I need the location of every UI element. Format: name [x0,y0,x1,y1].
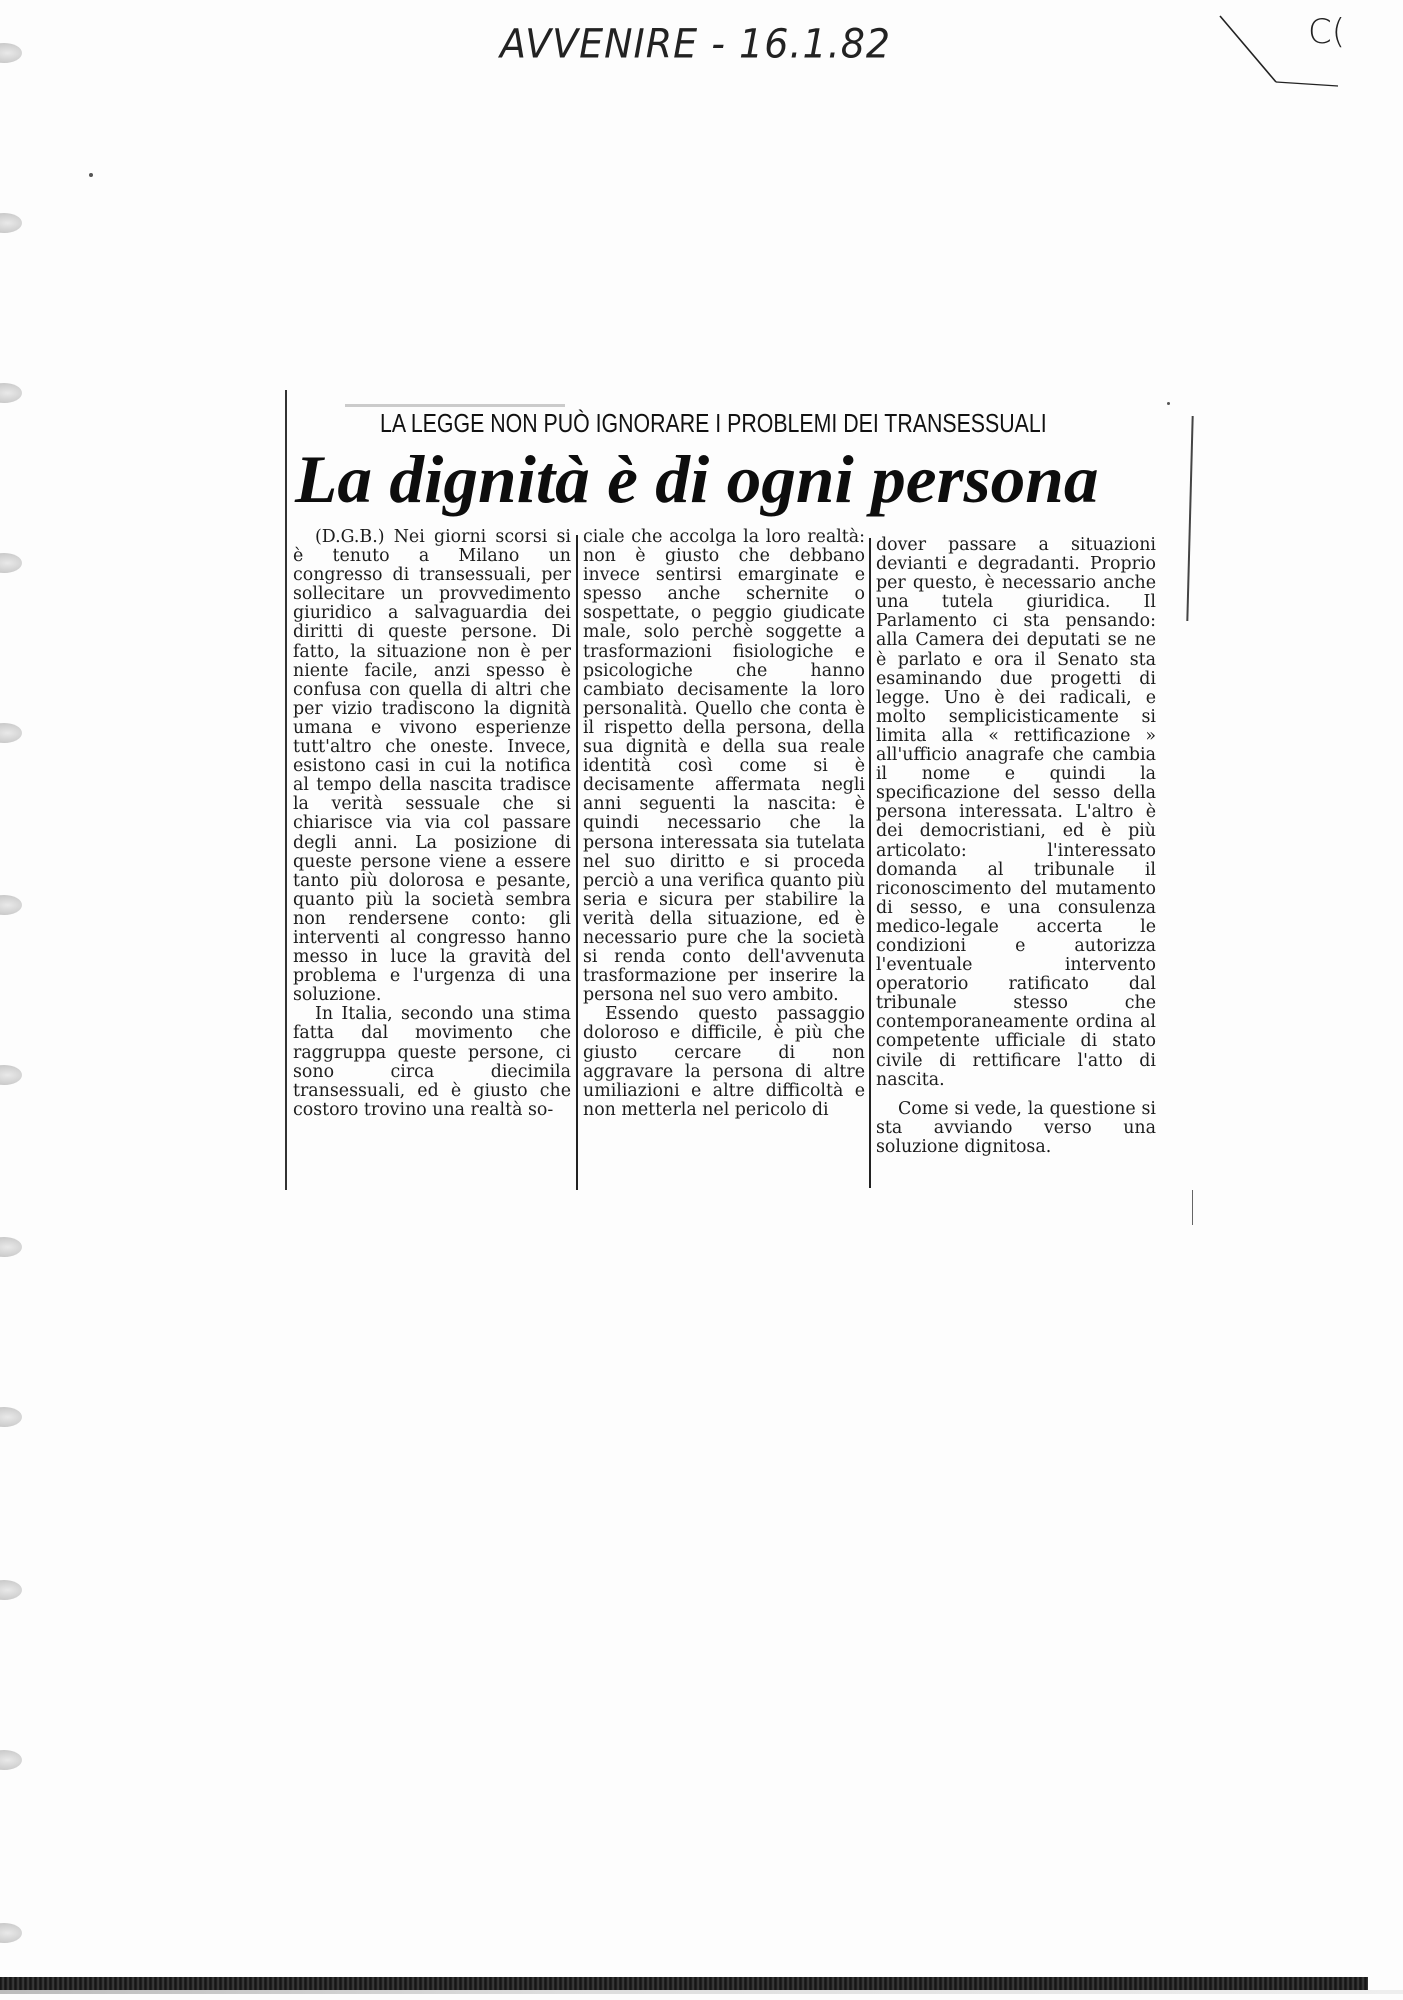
paragraph: dover passare a situazioni devianti e degradanti. Proprio per questo, è necessario anche una tutela giuridica. Il Parlamento ci sta pensando: alla Camera dei deputati se ne è parlato e ora il Senato sta esaminando due progetti di legge. Uno è dei radicali, e molto semplicisticamente si limita alla « rettificazione » all'ufficio anagrafe che cambia il nome e quindi la specificazione del sesso della persona interessata. L'altro è dei democristiani, ed è più articolato: l'interessato domanda al tribunale il riconoscimento del mutamento di sesso, e una consulenza medico-legale accerta le condizioni e autorizza l'eventuale intervento operatorio ratificato dal tribunale stesso che contemporaneamente ordina al competente ufficiale di stato civile di rettificare l'atto di nascita. [876,535,1156,1090]
article-column-3 [876,536,1156,1157]
binder-hole [0,1923,22,1943]
binder-hole [0,895,22,915]
speck [89,173,93,177]
binder-hole [0,553,22,573]
column-rule [869,538,871,1188]
binder-hole [0,43,22,63]
binder-hole [0,1237,22,1257]
binder-hole [0,723,22,743]
paragraph: Essendo questo passaggio doloroso e difficile, è più che giusto cercare di non aggravare la persona di altre umiliazioni e altre difficoltà e non metterla nel pericolo di [583,1004,865,1120]
corner-mark [1218,10,1358,90]
newspaper-clipping [285,390,1195,1225]
article-column-1 [293,528,571,1120]
binder-hole [0,1580,22,1600]
article-kicker: LA LEGGE NON PUÒ IGNORARE I PROBLEMI DEI TRANSESSUALI [380,408,1047,438]
handwritten-source-date: AVVENIRE - 16.1.82 [500,20,892,68]
clipping-edge-right [1186,416,1193,621]
article-headline: La dignità è di ogni persona [295,441,1099,517]
corner-code: C( [1308,12,1346,52]
paragraph: ciale che accolga la loro realtà: non è giusto che debbano invece sentirsi emarginate e spesso anche schernite o sospettate, o peggio giudicate male, solo perchè soggette a trasformazioni fisiologiche e psicologiche che hanno cambiato decisamente la loro personalità. Quello che conta è il rispetto della persona, della sua dignità e della sua reale identità così come si è decisamente affermata negli anni seguenti la nascita: è quindi necessario che la persona interessata sia tutelata nel suo diritto e si proceda perciò a una verifica quanto più seria e sicura per stabilire la verità della situazione, ed è necessario pure che la società si renda conto dell'avvenuta trasformazione per inserire la persona nel suo vero ambito. [583,527,865,1006]
binder-hole [0,1065,22,1085]
scan-edge-shadow [0,1990,1403,1994]
scan-edge-bar [0,1977,1368,1990]
binder-hole [0,1750,22,1770]
paragraph: In Italia, secondo una stima fatta dal movimento che raggruppa queste persone, ci sono circa diecimila transessuali, ed è giusto che costoro trovino una realtà so- [293,1004,571,1120]
print-smudge [345,404,565,407]
clipping-edge-right [1192,1190,1193,1225]
column-rule [576,535,578,1190]
clipping-edge-left [285,390,287,1190]
paragraph: Come si vede, la questione si sta avviando verso una soluzione dignitosa. [876,1098,1156,1157]
binder-hole [0,383,22,403]
article-column-2 [583,528,865,1120]
binder-hole [0,213,22,233]
binder-hole [0,1407,22,1427]
paragraph: (D.G.B.) Nei giorni scorsi si è tenuto a Milano un congresso di transessuali, per sollecitare un provvedimento giuridico a salvaguardia dei diritti di queste persone. Di fatto, la situazione non è per niente facile, anzi spesso è confusa con quella di altri che per vizio tradiscono la dignità umana e vivono esperienze tutt'altro che oneste. Invece, esistono casi in cui la notifica al tempo della nascita tradisce la verità sessuale che si chiarisce via via col passare degli anni. La posizione di queste persone viene a essere tanto più dolorosa e pesante, quanto più la società sembra non rendersene conto: gli interventi al congresso hanno messo in luce la gravità del problema e l'urgenza di una soluzione. [293,527,571,1006]
